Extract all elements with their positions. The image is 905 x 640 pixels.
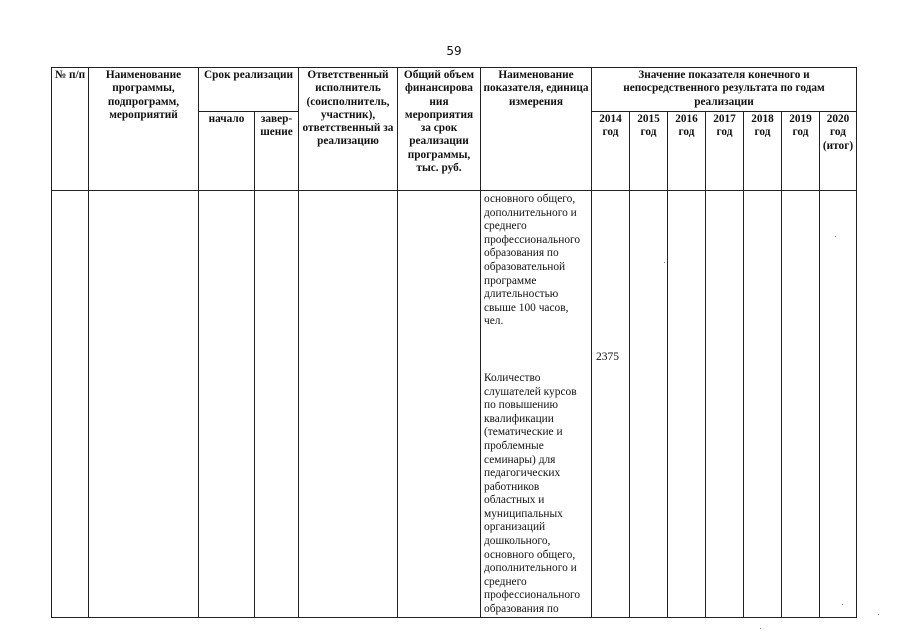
header-row-1 — [52, 68, 857, 112]
header-term: Срок реализации — [199, 68, 299, 112]
cell-value-2014: 2375 — [592, 191, 630, 618]
scan-speck — [878, 614, 879, 615]
header-num: № п/п — [52, 68, 89, 191]
header-year-2017: 2017 год — [706, 112, 744, 191]
program-table — [51, 67, 857, 618]
scan-speck — [835, 236, 836, 237]
indicator-text-listeners: Количество слушателей курсов по повышению квалификации (тематические и проблемные семинары) для педагогических работников областных и муниципальных организаций дошкольного, основного общего, дополнительного и среднего профессионального образования по — [484, 371, 581, 616]
header-year-2019: 2019 год — [782, 112, 820, 191]
header-term-start: начало — [199, 112, 255, 191]
cell-funding — [398, 191, 481, 618]
header-funding: Общий объем финансирова ния мероприятия за срок реализации программы, тыс. руб. — [398, 68, 481, 191]
header-year-2020: 2020 год (итог) — [820, 112, 857, 191]
cell-name — [89, 191, 199, 618]
scan-speck — [664, 262, 665, 263]
header-year-2014: 2014 год — [592, 112, 630, 191]
scan-speck — [842, 604, 843, 605]
header-year-2016: 2016 год — [668, 112, 706, 191]
cell-term-end — [255, 191, 299, 618]
header-term-end: завер-шение — [255, 112, 299, 191]
cell-indicator — [481, 191, 592, 618]
header-executor: Ответственный исполнитель (соисполнитель, участник), ответственный за реализацию — [299, 68, 398, 191]
cell-value-2017 — [706, 191, 744, 618]
cell-term-start — [199, 191, 255, 618]
scan-speck — [760, 628, 761, 629]
cell-value-2020 — [820, 191, 857, 618]
page-number: 59 — [446, 44, 462, 58]
cell-num — [52, 191, 89, 618]
header-year-2015: 2015 год — [630, 112, 668, 191]
header-year-2018: 2018 год — [744, 112, 782, 191]
table-row — [52, 191, 857, 618]
header-name: Наименование программы, подпрограмм, мероприятий — [89, 68, 199, 191]
cell-value-2016 — [668, 191, 706, 618]
indicator-text-continued: основного общего, дополнительного и среднего профессионального образования по образовательной программе длительностью свыше 100 часов, чел. — [484, 193, 581, 328]
cell-value-2015 — [630, 191, 668, 618]
cell-value-2018 — [744, 191, 782, 618]
header-values: Значение показателя конечного и непосредственного результата по годам реализации — [592, 68, 857, 112]
cell-executor — [299, 191, 398, 618]
cell-value-2019 — [782, 191, 820, 618]
header-indicator: Наименование показателя, единица измерения — [481, 68, 592, 191]
